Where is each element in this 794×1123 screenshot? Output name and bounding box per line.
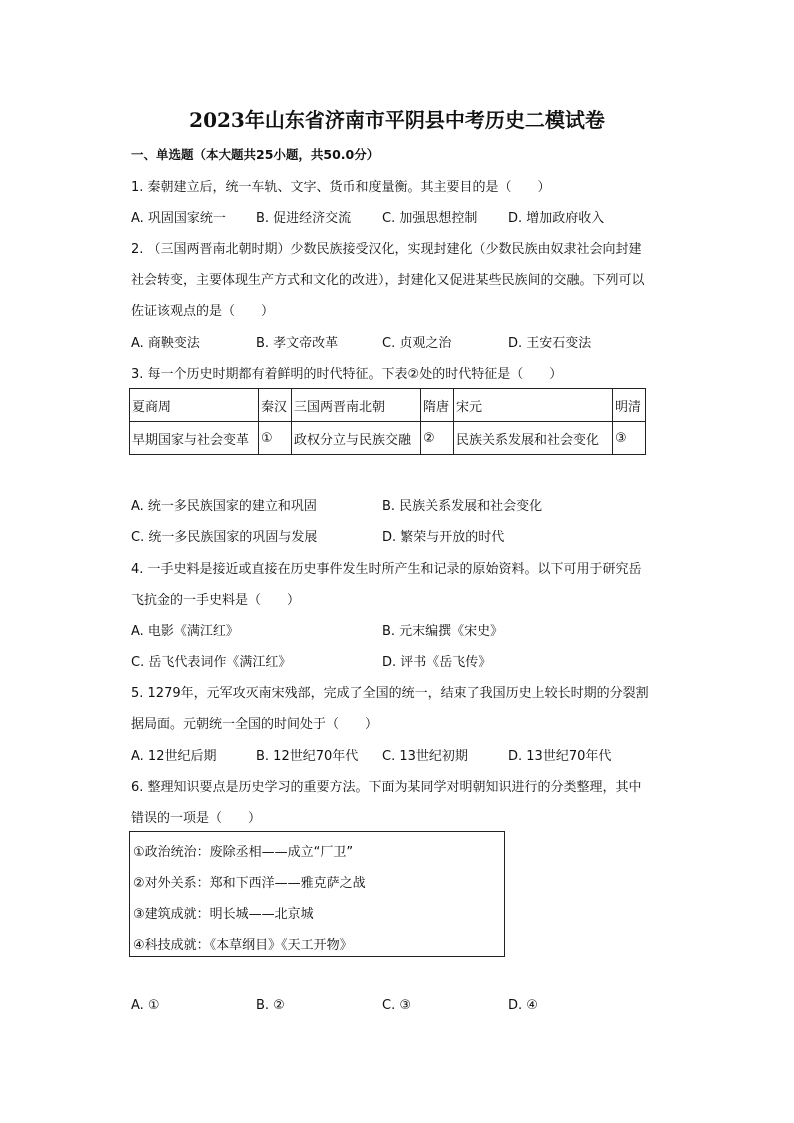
question-2-stem-line-3: 佐证该观点的是（ ）: [131, 304, 275, 319]
question-4-option-c: C. 岳飞代表词作《满江红》: [131, 655, 292, 670]
table-cell: ③: [613, 422, 646, 455]
question-5-stem-line-1: 5. 1279年，元军攻灭南宋残部，完成了全国的统一，结束了我国历史上较长时期的分裂割: [131, 686, 649, 701]
summary-item-1: ①政治统治：废除丞相——成立“厂卫”: [133, 845, 354, 860]
table-row: [130, 422, 646, 455]
question-1-option-d: D. 增加政府收入: [508, 211, 605, 226]
table-cell: 三国两晋南北朝: [292, 389, 421, 422]
question-3-stem: 3. 每一个历史时期都有着鲜明的时代特征。下表②处的时代特征是（ ）: [131, 367, 563, 382]
question-3-option-a: A. 统一多民族国家的建立和巩固: [131, 499, 317, 514]
question-6-stem-line-2: 错误的一项是（ ）: [131, 811, 262, 826]
question-2-option-d: D. 王安石变法: [508, 336, 592, 351]
table-cell: 隋唐: [421, 389, 454, 422]
table-cell: 夏商周: [130, 389, 259, 422]
question-4-stem-line-2: 飞抗金的一手史料是（ ）: [131, 593, 301, 608]
question-2-option-c: C. 贞观之治: [382, 336, 452, 351]
summary-item-4: ④科技成就：《本草纲目》《天工开物》: [133, 938, 353, 953]
question-1-option-b: B. 促进经济交流: [256, 211, 352, 226]
question-4-option-b: B. 元末编撰《宋史》: [382, 624, 504, 639]
question-3-option-b: B. 民族关系发展和社会变化: [382, 499, 543, 514]
question-6-option-a: A. ①: [131, 998, 160, 1013]
table-header-row: [130, 389, 646, 422]
question-4-option-d: D. 评书《岳飞传》: [382, 655, 492, 670]
question-2-stem-line-2: 社会转变，主要体现生产方式和文化的改进），封建化又促进某些民族间的交融。下列可以: [131, 273, 645, 288]
question-6-option-c: C. ③: [382, 998, 411, 1013]
question-5-option-a: A. 12世纪后期: [131, 749, 217, 764]
question-5-option-b: B. 12世纪70年代: [256, 749, 359, 764]
question-3-option-c: C. 统一多民族国家的巩固与发展: [131, 530, 318, 545]
question-6-option-d: D. ④: [508, 998, 538, 1013]
section-heading: 一、单选题（本大题共25小题，共50.0分）: [131, 147, 380, 162]
page-title: 2023年山东省济南市平阴县中考历史二模试卷: [189, 108, 605, 132]
question-1-stem: 1. 秦朝建立后，统一车轨、文字、货币和度量衡。其主要目的是（ ）: [131, 180, 551, 195]
question-2-option-b: B. 孝文帝改革: [256, 336, 339, 351]
question-2-stem-line-1: 2. （三国两晋南北朝时期）少数民族接受汉化，实现封建化（少数民族由奴隶社会向封建: [131, 242, 642, 257]
question-5-option-d: D. 13世纪70年代: [508, 749, 612, 764]
question-2-option-a: A. 商鞅变法: [131, 336, 200, 351]
question-1-option-c: C. 加强思想控制: [382, 211, 478, 226]
table-cell: 宋元: [454, 389, 613, 422]
table-cell: 政权分立与民族交融: [292, 422, 421, 455]
table-cell: 明清: [613, 389, 646, 422]
question-4-stem-line-1: 4. 一手史料是接近或直接在历史事件发生时所产生和记录的原始资料。以下可用于研究岳: [131, 562, 642, 577]
table-cell: 秦汉: [259, 389, 292, 422]
summary-item-2: ②对外关系：郑和下西洋——雅克萨之战: [133, 876, 366, 891]
table-cell: 民族关系发展和社会变化: [454, 422, 613, 455]
question-5-stem-line-2: 据局面。元朝统一全国的时间处于（ ）: [131, 717, 379, 732]
era-table: [129, 388, 646, 455]
question-6-stem-line-1: 6. 整理知识要点是历史学习的重要方法。下面为某同学对明朝知识进行的分类整理，其中: [131, 780, 642, 795]
question-6-option-b: B. ②: [256, 998, 285, 1013]
summary-item-3: ③建筑成就：明长城——北京城: [133, 907, 314, 922]
question-3-option-d: D. 繁荣与开放的时代: [382, 530, 505, 545]
table-cell: ①: [259, 422, 292, 455]
question-1-option-a: A. 巩固国家统一: [131, 211, 226, 226]
knowledge-summary-box: [129, 831, 505, 957]
question-4-option-a: A. 电影《满江红》: [131, 624, 239, 639]
question-5-option-c: C. 13世纪初期: [382, 749, 468, 764]
table-cell: 早期国家与社会变革: [130, 422, 259, 455]
table-cell: ②: [421, 422, 454, 455]
